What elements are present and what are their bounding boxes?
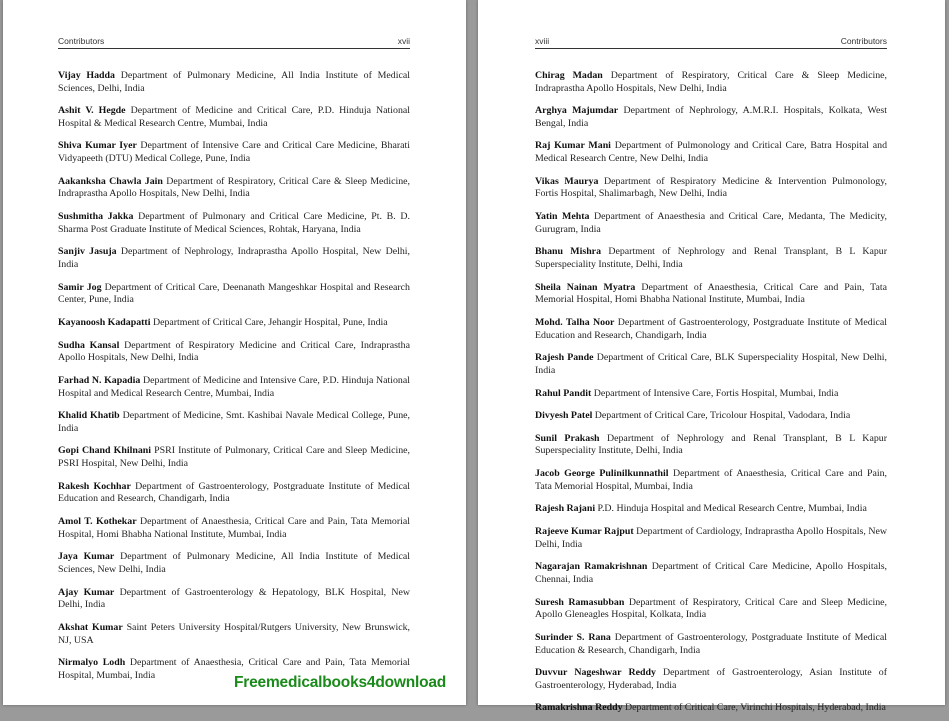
contributor-affiliation: Department of Critical Care, BLK Superspeciality Hospital, New Delhi, India <box>535 352 887 376</box>
contributor-affiliation: Department of Nephrology and Renal Transplant, B L Kapur Superspeciality Institute, Delhi, India <box>535 246 888 271</box>
contributor-name: Bhanu Mishra <box>535 246 602 258</box>
contributor-affiliation: Department of Gastroenterology, Asian Institute of Gastroenterology, Hyderabad, India <box>535 667 887 691</box>
contributor-affiliation: Department of Anaesthesia, Critical Care and Pain, Tata Memorial Hospital, Mumbai, India <box>535 468 888 492</box>
contributor-affiliation: Department of Medicine and Critical Care, P.D. Hinduja National Hospital & Medical Research Centre, Mumbai, India <box>58 105 411 129</box>
contributor-affiliation: Department of Respiratory Medicine and Critical Care, Indraprastha Apollo Hospitals, New Delhi, India <box>58 339 411 364</box>
left-page <box>3 0 466 705</box>
contributor-name: Ramakrishna Reddy <box>535 702 623 714</box>
contributor-entry <box>58 551 410 576</box>
contributor-name: Vikas Maurya <box>535 175 599 187</box>
contributor-name: Sunil Prakash <box>535 432 600 444</box>
contributor-affiliation: Department of Pulmonology and Critical Care, Batra Hospital and Medical Research Centre, New Delhi, India <box>535 140 888 165</box>
contributor-name: Akshat Kumar <box>58 621 123 633</box>
contributor-affiliation: Department of Critical Care, Virinchi Hospitals, Hyderabad, India <box>625 702 886 714</box>
contributor-name: Chirag Madan <box>535 69 603 81</box>
contributor-entry <box>58 587 410 612</box>
contributor-affiliation: Department of Medicine and Intensive Care, P.D. Hinduja National Hospital and Medical Research Centre, Mumbai, India <box>58 374 410 399</box>
contributor-entry <box>535 352 887 377</box>
contributor-name: Khalid Khatib <box>58 410 120 422</box>
contributor-entry <box>58 516 410 541</box>
contributor-entry <box>58 375 410 400</box>
contributor-entry <box>535 317 887 342</box>
contributor-affiliation: Department of Respiratory Medicine & Intervention Pulmonology, Fortis Hospital, Shalimarbagh, New Delhi, India <box>535 175 887 200</box>
contributor-entry <box>535 410 887 423</box>
page-number: xviii <box>535 36 550 46</box>
contributor-entry <box>58 211 410 236</box>
contributor-name: Rajesh Pande <box>535 352 594 364</box>
contributor-name: Surinder S. Rana <box>535 631 611 643</box>
contributor-affiliation: Department of Nephrology, Indraprastha Apollo Hospital, New Delhi, India <box>58 246 411 271</box>
contributor-entry <box>535 105 887 130</box>
contributor-entry <box>58 176 410 201</box>
contributor-affiliation: Department of Pulmonary Medicine, All India Institute of Medical Sciences, Delhi, India <box>58 69 411 94</box>
contributor-affiliation: Department of Gastroenterology & Hepatology, BLK Hospital, New Delhi, India <box>58 586 410 611</box>
contributor-name: Divyesh Patel <box>535 410 593 422</box>
right-page <box>478 0 945 714</box>
contributor-name: Sanjiv Jasuja <box>58 246 117 258</box>
contributor-affiliation: PSRI Institute of Pulmonary, Critical Care and Sleep Medicine, PSRI Hospital, New Delhi, India <box>58 445 411 470</box>
contributor-entry <box>535 526 887 551</box>
contributor-entry <box>535 702 887 715</box>
contributor-entry <box>535 70 887 95</box>
contributor-name: Rahul Pandit <box>535 387 592 399</box>
contributor-entry <box>535 433 887 458</box>
contributor-entry <box>58 282 410 307</box>
contributor-affiliation: Department of Respiratory, Critical Care and Sleep Medicine, Apollo Gleneagles Hospital, Kolkata, India <box>535 596 888 621</box>
contributor-affiliation: Department of Intensive Care, Fortis Hospital, Mumbai, India <box>593 387 839 399</box>
contributor-list <box>535 60 887 721</box>
contributor-name: Sushmitha Jakka <box>58 211 134 223</box>
contributor-entry <box>535 632 887 657</box>
contributor-affiliation: Department of Cardiology, Indraprastha Apollo Hospitals, New Delhi, India <box>535 525 887 550</box>
contributor-affiliation: Department of Anaesthesia, Critical Care and Pain, Tata Memorial Hospital, Mumbai, India <box>58 657 410 681</box>
contributor-entry <box>535 211 887 236</box>
contributor-name: Nagarajan Ramakrishnan <box>535 561 648 573</box>
contributor-entry <box>58 317 410 330</box>
contributor-name: Amol T. Kothekar <box>58 516 137 528</box>
contributor-name: Shiva Kumar Iyer <box>58 140 137 152</box>
contributor-affiliation: Department of Gastroenterology, Postgraduate Institute of Medical Education and Research, Chandigarh, India <box>535 316 887 341</box>
contributor-name: Suresh Ramasubban <box>535 596 625 608</box>
contributor-entry <box>535 468 887 493</box>
contributor-affiliation: Department of Intensive Care and Critical Care Medicine, Bharati Vidyapeeth (DTU) Medical College, Pune, India <box>58 140 410 165</box>
contributor-entry <box>58 140 410 165</box>
contributor-affiliation: Department of Anaesthesia and Critical Care, Medanta, The Medicity, Gurugram, India <box>535 211 887 235</box>
contributor-affiliation: Department of Respiratory, Critical Care & Sleep Medicine, Indraprastha Apollo Hospitals, New Delhi, India <box>58 175 411 200</box>
contributor-entry <box>535 282 887 307</box>
contributor-name: Vijay Hadda <box>58 69 115 81</box>
contributor-entry <box>58 246 410 271</box>
contributor-name: Sudha Kansal <box>58 339 120 351</box>
contributor-affiliation: Department of Critical Care, Deenanath Mangeshkar Hospital and Research Center, Pune, India <box>58 281 410 306</box>
contributor-name: Rajesh Rajani <box>535 503 596 515</box>
contributor-affiliation: Saint Peters University Hospital/Rutgers University, New Brunswick, NJ, USA <box>58 621 410 646</box>
contributor-entry <box>535 176 887 201</box>
contributor-name: Yatin Mehta <box>535 211 590 223</box>
contributor-affiliation: Department of Respiratory, Critical Care & Sleep Medicine, Indraprastha Apollo Hospitals, New Delhi, India <box>535 69 888 94</box>
page-number: xvii <box>397 36 410 46</box>
header-title: Contributors <box>58 36 105 46</box>
watermark-text: Freemedicalbooks4download <box>234 674 447 691</box>
contributor-affiliation: Department of Critical Care Medicine, Apollo Hospitals, Chennai, India <box>535 561 888 585</box>
contributor-name: Rakesh Kochhar <box>58 480 131 492</box>
contributor-affiliation: Department of Gastroenterology, Postgraduate Institute of Medical Education and Research, Chandigarh, India <box>58 480 410 505</box>
contributor-affiliation: Department of Pulmonary and Critical Care Medicine, Pt. B. D. Sharma Post Graduate Institute of Medical Sciences, Rohtak, Haryana, India <box>58 211 411 235</box>
contributor-name: Kayanoosh Kadapatti <box>58 316 151 328</box>
contributor-entry <box>535 597 887 622</box>
contributor-name: Samir Jog <box>58 281 102 293</box>
contributor-name: Gopi Chand Khilnani <box>58 445 151 457</box>
contributor-name: Jaya Kumar <box>58 551 115 563</box>
contributor-affiliation: Department of Anaesthesia, Critical Care and Pain, Tata Memorial Hospital, Homi Bhabha National Institute, Mumbai, India <box>58 516 411 540</box>
contributor-entry <box>58 445 410 470</box>
contributor-name: Aakanksha Chawla Jain <box>58 175 163 187</box>
contributor-affiliation: Department of Critical Care, Jehangir Hospital, Pune, India <box>152 316 388 328</box>
contributor-entry <box>535 503 887 516</box>
page-header <box>58 36 410 49</box>
contributor-entry <box>58 70 410 95</box>
contributor-entry <box>58 340 410 365</box>
contributor-entry <box>58 410 410 435</box>
contributor-affiliation: P.D. Hinduja Hospital and Medical Research Centre, Mumbai, India <box>597 503 867 515</box>
contributor-affiliation: Department of Critical Care, Tricolour Hospital, Vadodara, India <box>594 410 851 422</box>
contributor-entry <box>535 388 887 401</box>
contributor-affiliation: Department of Nephrology and Renal Transplant, B L Kapur Superspeciality Institute, Delhi, India <box>535 432 887 457</box>
contributor-affiliation: Department of Nephrology, A.M.R.I. Hospitals, Kolkata, West Bengal, India <box>535 105 887 129</box>
contributor-affiliation: Department of Gastroenterology, Postgraduate Institute of Medical Education & Research, Chandigarh, India <box>535 631 887 656</box>
contributor-entry <box>58 105 410 130</box>
contributor-entry <box>58 622 410 647</box>
contributor-entry <box>535 667 887 692</box>
header-title: Contributors <box>840 36 887 46</box>
contributor-affiliation: Department of Anaesthesia, Critical Care and Pain, Tata Memorial Hospital, Homi Bhabha National Institute, Mumbai, India <box>535 281 887 306</box>
contributor-name: Raj Kumar Mani <box>535 140 611 152</box>
contributor-entry <box>535 140 887 165</box>
contributor-name: Jacob George Pulinilkunnathil <box>535 468 669 480</box>
contributor-name: Rajeeve Kumar Rajput <box>535 525 634 537</box>
contributor-name: Ashit V. Hegde <box>58 105 126 117</box>
contributor-name: Nirmalyo Lodh <box>58 657 126 669</box>
contributor-entry <box>58 481 410 506</box>
contributor-name: Sheila Nainan Myatra <box>535 281 636 293</box>
contributor-affiliation: Department of Medicine, Smt. Kashibai Navale Medical College, Pune, India <box>58 410 410 434</box>
page-header <box>535 36 887 49</box>
contributor-name: Arghya Majumdar <box>535 105 619 117</box>
contributor-name: Duvvur Nageshwar Reddy <box>535 667 656 679</box>
contributor-name: Ajay Kumar <box>58 586 115 598</box>
contributor-affiliation: Department of Pulmonary Medicine, All India Institute of Medical Sciences, New Delhi, India <box>58 551 410 576</box>
contributor-entry <box>535 561 887 586</box>
contributor-name: Farhad N. Kapadia <box>58 374 141 386</box>
contributor-entry <box>535 246 887 271</box>
contributor-list <box>58 60 410 689</box>
contributor-name: Mohd. Talha Noor <box>535 316 615 328</box>
